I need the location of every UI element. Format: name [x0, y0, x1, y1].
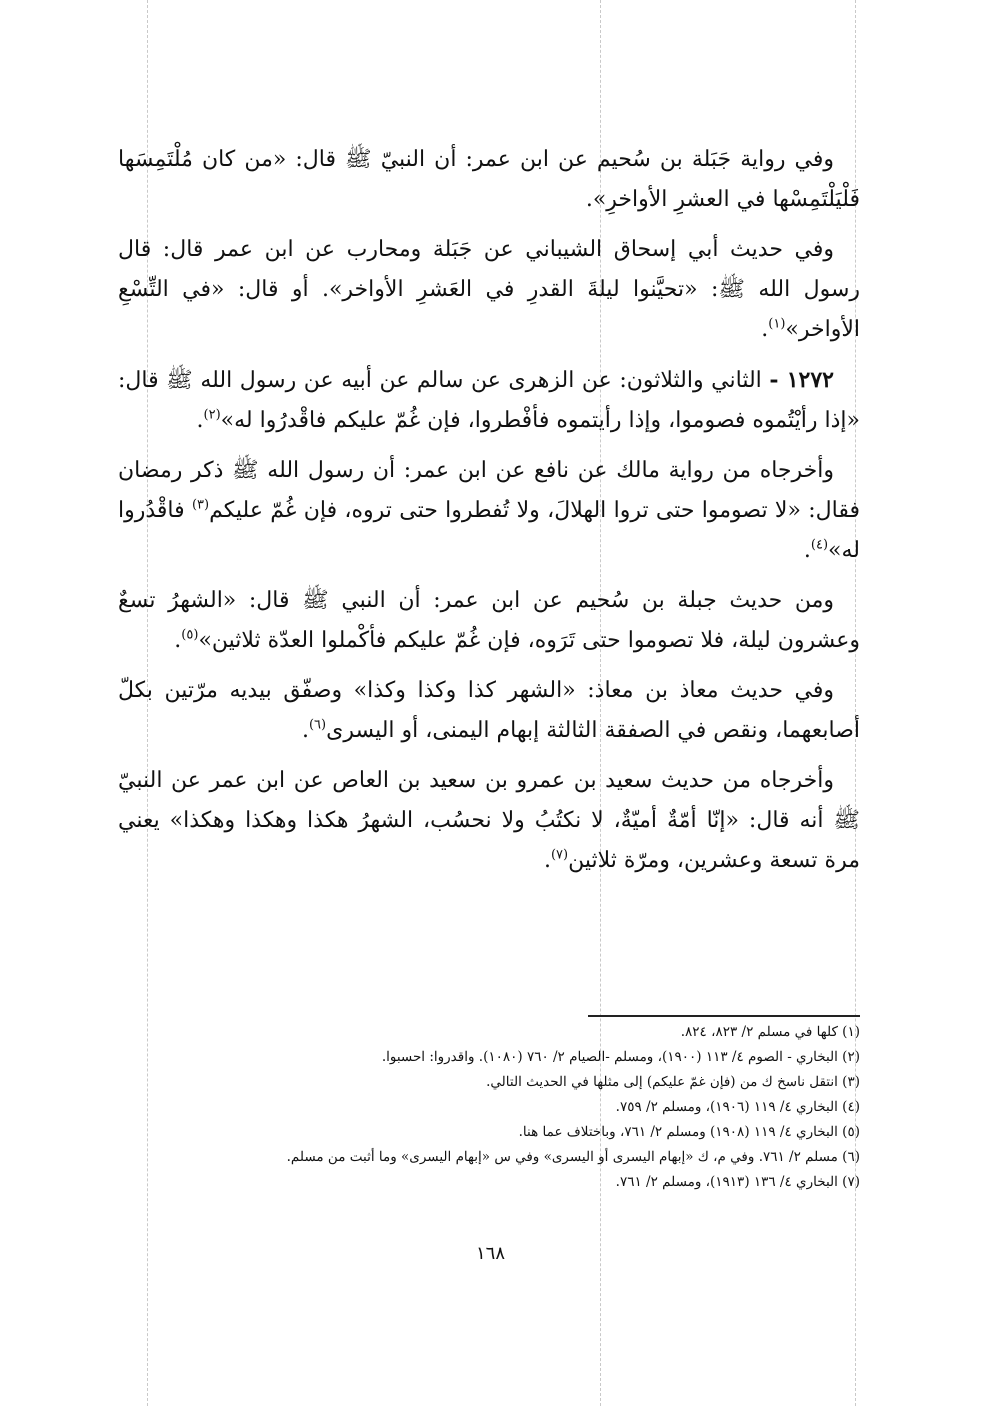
footnote-item: (١) كلها في مسلم ٢/ ٨٢٣، ٨٢٤.	[680, 1024, 860, 1040]
paragraph-2	[118, 230, 860, 350]
footnote-reference: (٥)	[181, 627, 199, 643]
footnote-divider	[588, 1015, 860, 1017]
footnotes-list	[118, 1020, 860, 1195]
footnote-reference: (٤)	[810, 537, 829, 553]
footnote-item: (٣) انتقل ناسخ ك من (فإن غمّ عليكم) إلى مثلها في الحديث التالي.	[486, 1074, 860, 1090]
footnote-reference: (٧)	[550, 847, 569, 863]
paragraph-3	[118, 360, 860, 441]
paragraph-text: وأخرجاه من حديث سعيد بن عمرو بن سعيد بن العاص عن ابن عمر عن النبيّ ﷺ أنه قال: «إنّا أمّةٌ أميّةٌ، لا نكتُبُ ولا نحسُب، الشهرُ هكذا وهكذا وهكذا» يعني مرة تسعة وعشرين، ومرّة ثلاثين	[118, 768, 860, 873]
paragraph-5	[118, 581, 860, 661]
paragraph-text-tail: فاقْدُروا له»	[118, 498, 860, 563]
footnote-item: (٧) البخاري ٤/ ١٣٦ (١٩١٣)، ومسلم ٢/ ٧٦١.	[615, 1174, 860, 1190]
paragraph-period: .	[301, 718, 309, 743]
paragraph-1	[118, 140, 860, 220]
paragraph-7	[118, 761, 860, 881]
footnote-reference: (١)	[768, 316, 786, 332]
paragraph-text: وفي حديث أبي إسحاق الشيباني عن جَبَلة ومحارب عن ابن عمر قال: قال رسول الله ﷺ: «تحيَّنوا ليلةَ القدرِ في العَشرِ الأواخر». أو قال: «في التِّسْعِ الأواخر»	[118, 237, 860, 342]
footnote-item: (٥) البخاري ٤/ ١١٩ (١٩٠٨) ومسلم ٢/ ٧٦١، وباختلاف عما هنا.	[518, 1124, 860, 1140]
page-number: ١٦٨	[475, 1243, 505, 1264]
paragraph-period: .	[761, 317, 769, 342]
paragraph-period: .	[174, 628, 182, 653]
footnote-item: (٢) البخاري - الصوم ٤/ ١١٣ (١٩٠٠)، ومسلم -الصيام ٢/ ٧٦٠ (١٠٨٠). واقدروا: احسبوا.	[381, 1049, 860, 1065]
footnote-item: (٤) البخاري ٤/ ١١٩ (١٩٠٦)، ومسلم ٢/ ٧٥٩.	[615, 1099, 860, 1115]
paragraph-text: وفي رواية جَبَلة بن سُحيم عن ابن عمر: أن النبيّ ﷺ قال: «من كان مُلْتَمِسَها فَلْيَلْتَمِسْها في العشرِ الأواخرِ».	[118, 147, 860, 212]
paragraph-text: ومن حديث جبلة بن سُحيم عن ابن عمر: أن النبي ﷺ قال: «الشهرُ تسعٌ وعشرون ليلة، فلا تصوموا حتى تَرَوه، فإن غُمّ عليكم فأكْملوا العدّة ثلاثين»	[118, 588, 860, 653]
paragraph-text: وأخرجاه من رواية مالك عن نافع عن ابن عمر: أن رسول الله ﷺ ذكر رمضان فقال: «لا تصوموا حتى تروا الهلالَ، ولا تُفطروا حتى تروه، فإن غُمّ عليكم	[118, 458, 860, 523]
paragraph-6	[118, 671, 860, 751]
paragraph-text: وفي حديث معاذ بن معاذ: «الشهر كذا وكذا وكذا» وصفّق بيديه مرّتين بكلّ أصابعهما، ونقص في الصفقة الثالثة إبهام اليمنى، أو اليسرى	[118, 678, 860, 743]
footnote-item: (٦) مسلم ٢/ ٧٦١. وفي م، ك «إبهام اليسرى أو اليسرى» وفي س «إبهام اليسرى» وما أثبت من مسلم.	[286, 1149, 860, 1165]
paragraph-text: الثاني والثلاثون: عن الزهرى عن سالم عن أبيه عن رسول الله ﷺ قال: «إذا رأيْتُموه فصوموا، وإذا رأيتموه فأفْطروا، فإن غُمّ عليكم فاقْدرُوا له»	[118, 368, 860, 433]
paragraph-period: .	[803, 538, 811, 563]
paragraph-4	[118, 451, 860, 571]
footnote-reference: (٢)	[203, 407, 221, 423]
footnote-reference: (٣)	[191, 497, 210, 513]
footnote-reference: (٦)	[308, 717, 327, 733]
paragraph-period: .	[543, 848, 551, 873]
paragraph-period: .	[196, 408, 204, 433]
hadith-number: ١٢٧٢ -	[769, 367, 834, 393]
